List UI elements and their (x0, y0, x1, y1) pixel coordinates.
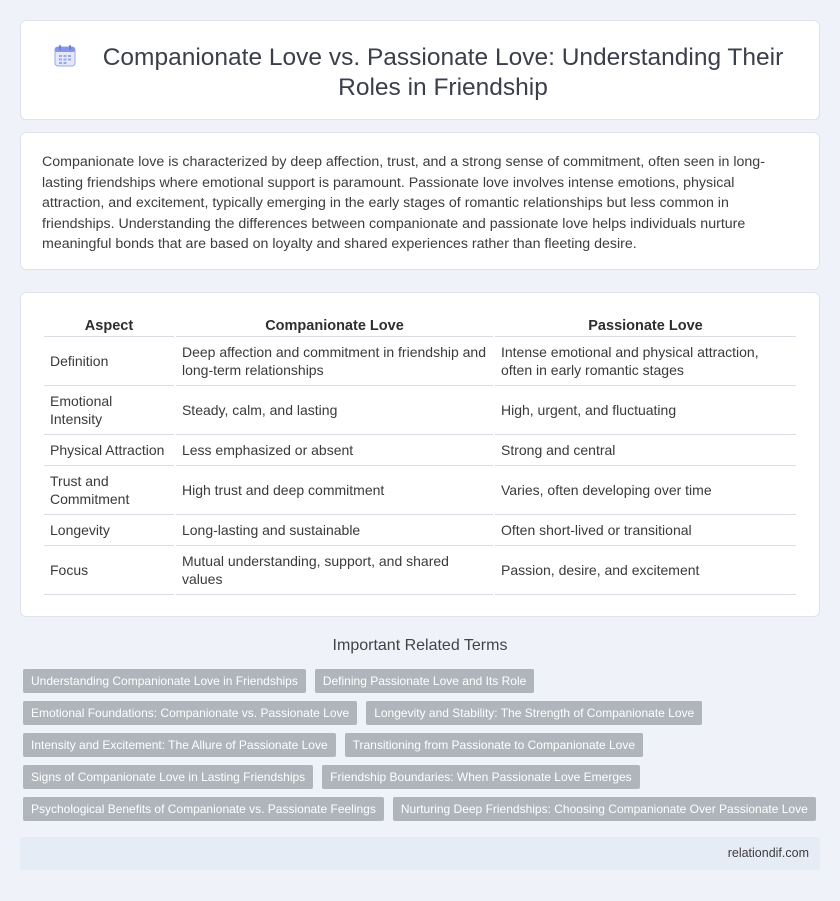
related-term-tag[interactable]: Longevity and Stability: The Strength of Companionate Love (366, 701, 702, 725)
table-row (44, 435, 796, 466)
related-term-tag[interactable]: Understanding Companionate Love in Friendships (23, 669, 306, 693)
table-row (44, 515, 796, 546)
intro-card (20, 132, 820, 270)
companionate-cell: Deep affection and commitment in friendship and long-term relationships (176, 337, 493, 386)
companionate-cell: Mutual understanding, support, and shared values (176, 546, 493, 595)
related-term-tag[interactable]: Defining Passionate Love and Its Role (315, 669, 534, 693)
companionate-cell: Steady, calm, and lasting (176, 386, 493, 435)
page-title-block (21, 43, 819, 103)
tag-row (23, 669, 823, 693)
table-row (44, 386, 796, 435)
aspect-cell: Trust and Commitment (44, 466, 174, 515)
tag-row (23, 701, 823, 725)
page-title: Companionate Love vs. Passionate Love: Understanding Their Roles in Friendship (102, 44, 784, 101)
companionate-cell: High trust and deep commitment (176, 466, 493, 515)
related-term-tag[interactable]: Nurturing Deep Friendships: Choosing Companionate Over Passionate Love (393, 797, 816, 821)
header-card (20, 20, 820, 120)
related-term-tag[interactable]: Emotional Foundations: Companionate vs. Passionate Love (23, 701, 357, 725)
calendar-icon (52, 43, 78, 69)
header-passionate: Passionate Love (495, 313, 796, 337)
related-term-tag[interactable]: Signs of Companionate Love in Lasting Friendships (23, 765, 313, 789)
tag-row (23, 733, 823, 757)
footer-bar (20, 837, 820, 870)
passionate-cell: Passion, desire, and excitement (495, 546, 796, 595)
passionate-cell: Often short-lived or transitional (495, 515, 796, 546)
passionate-cell: Intense emotional and physical attraction, often in early romantic stages (495, 337, 796, 386)
aspect-cell: Emotional Intensity (44, 386, 174, 435)
companionate-cell: Less emphasized or absent (176, 435, 493, 466)
tag-row (23, 765, 823, 789)
tag-row (23, 797, 823, 821)
related-terms-title: Important Related Terms (332, 637, 508, 654)
table-row (44, 546, 796, 595)
aspect-cell: Longevity (44, 515, 174, 546)
companionate-cell: Long-lasting and sustainable (176, 515, 493, 546)
footer-site-name: relationdif.com (727, 846, 809, 860)
related-term-tag[interactable]: Psychological Benefits of Companionate vs. Passionate Feelings (23, 797, 384, 821)
passionate-cell: Strong and central (495, 435, 796, 466)
passionate-cell: Varies, often developing over time (495, 466, 796, 515)
intro-paragraph: Companionate love is characterized by deep affection, trust, and a strong sense of commitment, often seen in long-lasting friendships where emotional support is paramount. Passionate love involves intense emotions, physical attraction, and excitement, typically emerging in the early stages of romantic relationships but less common in friendships. Understanding the differences between companionate and passionate love helps individuals nurture meaningful bonds that are based on loyalty and shared experiences rather than fleeting desire. (42, 154, 765, 252)
comparison-table-card (20, 292, 820, 617)
aspect-cell: Focus (44, 546, 174, 595)
table-row (44, 337, 796, 386)
passionate-cell: High, urgent, and fluctuating (495, 386, 796, 435)
related-term-tag[interactable]: Friendship Boundaries: When Passionate Love Emerges (322, 765, 640, 789)
related-term-tag[interactable]: Intensity and Excitement: The Allure of Passionate Love (23, 733, 336, 757)
header-aspect: Aspect (44, 313, 174, 337)
aspect-cell: Definition (44, 337, 174, 386)
table-header-row (44, 313, 796, 337)
comparison-table (42, 313, 798, 595)
aspect-cell: Physical Attraction (44, 435, 174, 466)
related-terms-list (23, 669, 823, 829)
related-term-tag[interactable]: Transitioning from Passionate to Companionate Love (345, 733, 643, 757)
table-row (44, 466, 796, 515)
header-companionate: Companionate Love (176, 313, 493, 337)
